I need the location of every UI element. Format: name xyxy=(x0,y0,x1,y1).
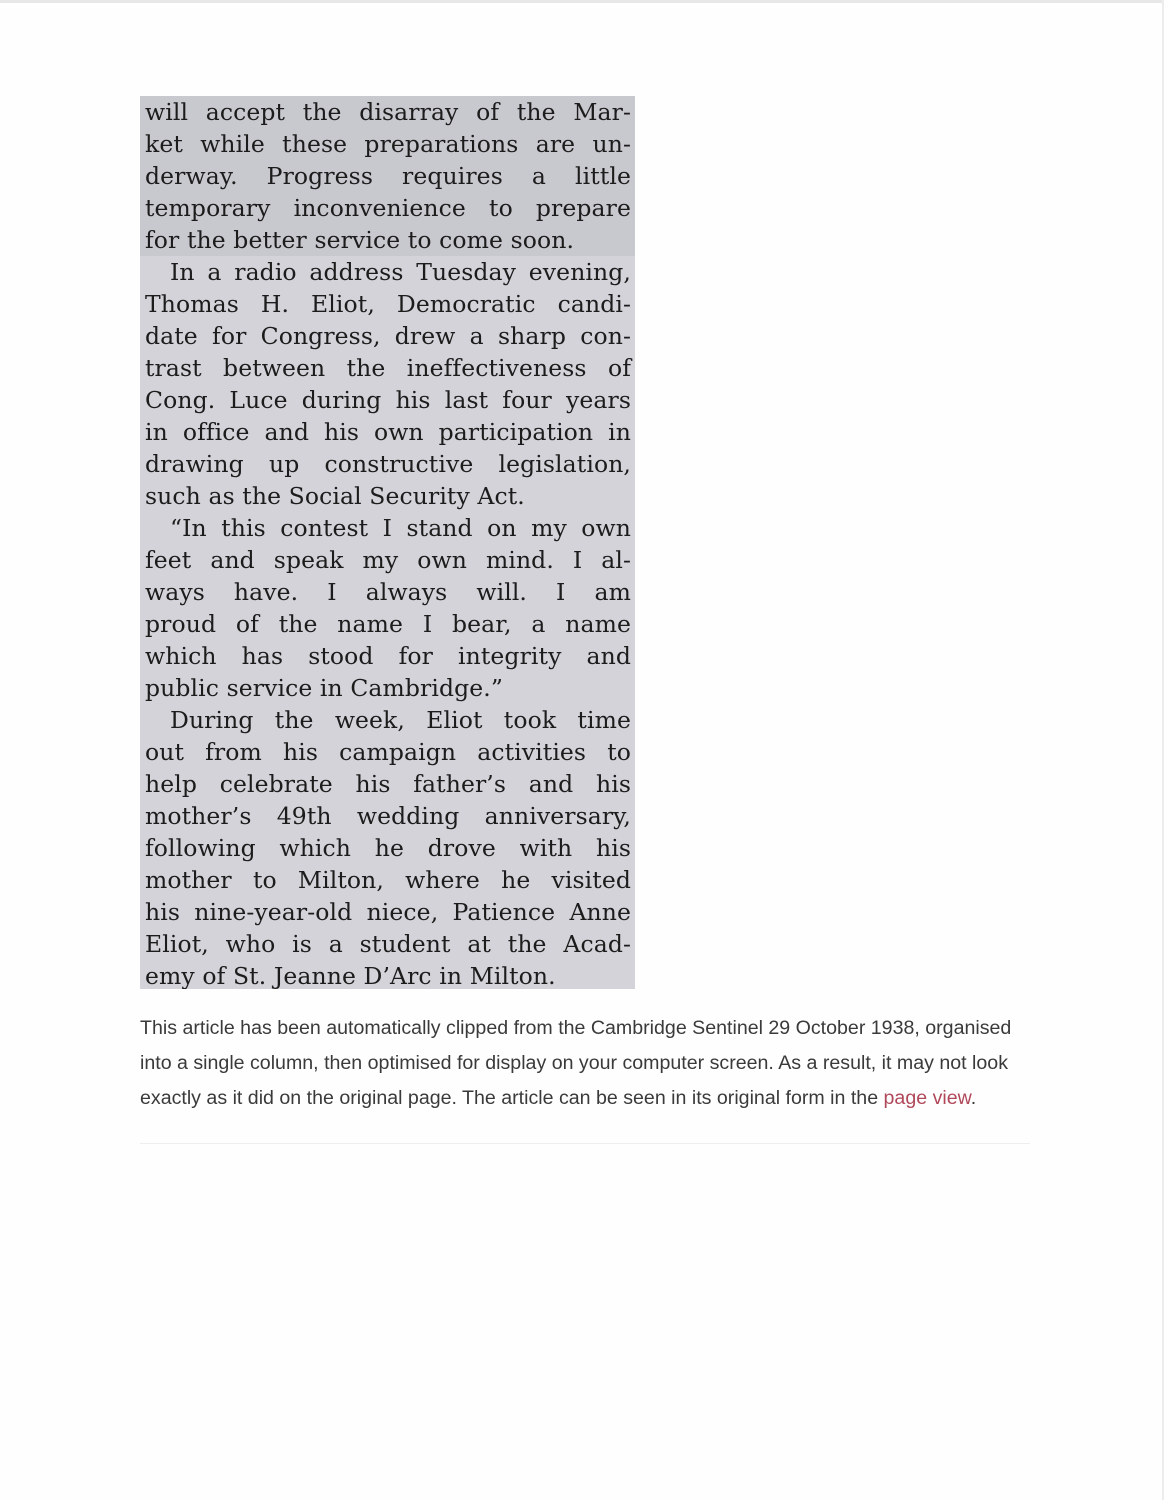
clipping-line: such as the Social Security Act. xyxy=(145,482,525,510)
clipping-line: his nine-year-old niece, Patience Anne xyxy=(145,898,631,926)
clipping-line: “In this contest I stand on my own xyxy=(170,514,631,542)
clipping-line: Eliot, who is a student at the Acad- xyxy=(145,930,631,958)
clipping-line: feet and speak my own mind. I al- xyxy=(145,546,631,574)
clipping-caption xyxy=(140,1011,1040,1116)
clipping-line: temporary inconvenience to prepare xyxy=(145,194,631,222)
clipping-line: in office and his own participation in xyxy=(145,418,631,446)
clipping-fragment-1 xyxy=(140,96,635,256)
clipping-line: will accept the disarray of the Mar- xyxy=(145,98,631,126)
page-view-link[interactable]: page view xyxy=(883,1087,971,1109)
clipping-line: ways have. I always will. I am xyxy=(145,578,631,606)
clipping-line: help celebrate his father’s and his xyxy=(145,770,631,798)
clipping-line: trast between the ineffectiveness of xyxy=(145,354,631,382)
clipping-line: following which he drove with his xyxy=(145,834,631,862)
clipping-line: which has stood for integrity and xyxy=(145,642,631,670)
clipping-line: drawing up constructive legislation, xyxy=(145,450,631,478)
clipping-line: ket while these preparations are un- xyxy=(145,130,631,158)
clipping-line: public service in Cambridge.” xyxy=(145,674,503,702)
clipping-line: mother’s 49th wedding anniversary, xyxy=(145,802,631,830)
caption-text: This article has been automatically clipped from the Cambridge Sentinel 29 October 1938, organised into a single column, then optimised for display on your computer screen. As a result, it may not look exactly as it did on the original page. The article can be seen in its original form in the xyxy=(140,1017,1012,1109)
clipping-line: proud of the name I bear, a name xyxy=(145,610,631,638)
clipping-fragment-2 xyxy=(140,256,635,989)
clipping-line: for the better service to come soon. xyxy=(145,226,575,254)
newspaper-clipping xyxy=(140,96,635,989)
scan-edge-top xyxy=(0,0,1164,3)
clipping-line: date for Congress, drew a sharp con- xyxy=(145,322,631,350)
clipping-line: During the week, Eliot took time xyxy=(170,706,631,734)
clipping-line: emy of St. Jeanne D’Arc in Milton. xyxy=(145,962,556,989)
clipping-line: mother to Milton, where he visited xyxy=(145,866,631,894)
clipping-line: derway. Progress requires a little xyxy=(145,162,631,190)
clipping-line: out from his campaign activities to xyxy=(145,738,631,766)
clipping-line: Thomas H. Eliot, Democratic candi- xyxy=(145,290,631,318)
divider xyxy=(140,1143,1030,1144)
caption-end: . xyxy=(970,1087,977,1109)
clipping-line: In a radio address Tuesday evening, xyxy=(170,258,631,286)
clipping-line: Cong. Luce during his last four years xyxy=(145,386,631,414)
